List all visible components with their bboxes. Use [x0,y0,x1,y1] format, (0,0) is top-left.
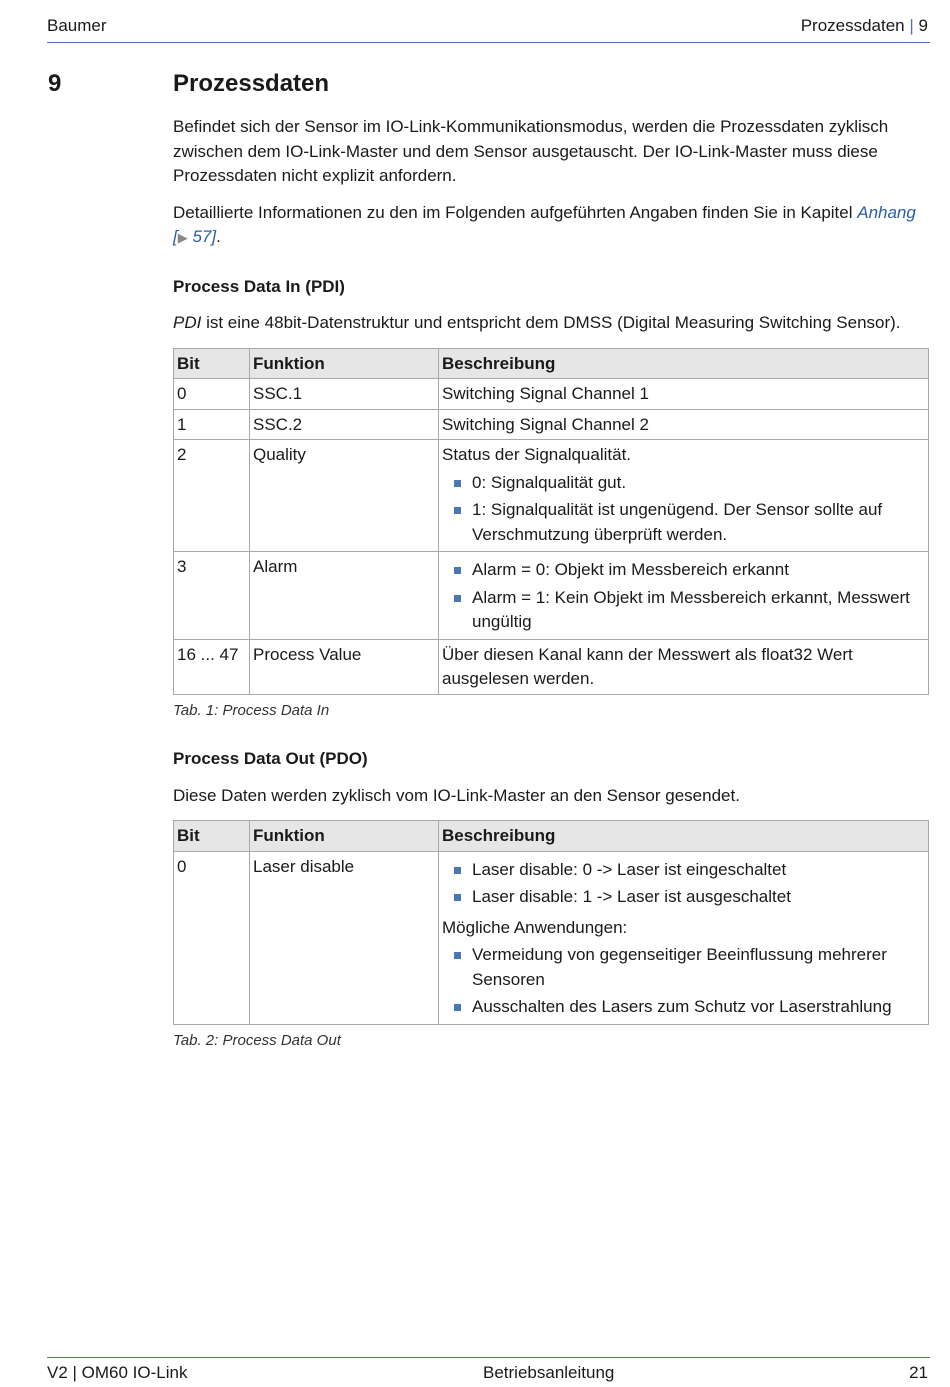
bullet-list [442,471,925,548]
cell-function: SSC.1 [250,379,439,410]
pdo-heading: Process Data Out (PDO) [173,749,368,768]
list-item [442,995,925,1020]
table-row [174,379,929,410]
footer-document-version: V2 | OM60 IO-Link [47,1363,188,1382]
header-section-title: Prozessdaten [800,16,905,35]
list-item-text: Laser disable: 0 -> Laser ist eingeschaltet [472,859,787,879]
cell-bit: 1 [174,409,250,440]
column-header-function: Funktion [250,348,439,379]
list-item [442,858,925,883]
cell-bit: 0 [174,851,250,1024]
list-item-text: Laser disable: 1 -> Laser ist ausgeschaltet [472,887,791,906]
cell-bit: 2 [174,440,250,552]
cell-description: Switching Signal Channel 1 [439,379,929,410]
appendix-link-page: 57] [187,227,217,246]
list-item-text: 1: Signalqualität ist ungenügend. Der Sensor sollte auf Verschmutzung überprüft werden. [472,500,883,544]
header-section [801,16,928,36]
square-bullet-icon [454,595,461,602]
pdi-description [173,311,929,336]
column-header-function: Funktion [250,821,439,852]
table-row [174,851,929,1024]
square-bullet-icon [454,867,461,874]
footer-page-number: 21 [909,1363,928,1382]
cell-description [439,851,929,1024]
cell-bit: 16 ... 47 [174,639,250,694]
pdi-table [173,348,929,695]
pdo-table [173,820,929,1025]
table-row [174,552,929,640]
list-item-text: Alarm = 0: Objekt im Messbereich erkannt [472,560,789,579]
table-header-row [174,348,929,379]
list-item [442,885,925,910]
cell-description: Über diesen Kanal kann der Messwert als float32 Wert ausgelesen werden. [439,639,929,694]
intro-paragraph: Befindet sich der Sensor im IO-Link-Kommunikationsmodus, werden die Prozessdaten zyklisch zwischen dem IO-Link-Master und dem Sensor ausgetauscht. Der IO-Link-Master muss diese Prozessdaten nicht explizit anfordern. [173,117,889,185]
page-arrow-icon: ▶ [177,230,188,245]
column-header-bit: Bit [174,821,250,852]
column-header-description: Beschreibung [439,348,929,379]
list-item [442,943,925,992]
bullet-list [442,558,925,635]
page-footer [47,1357,930,1386]
table-header-row [174,821,929,852]
header-separator: | [909,16,914,35]
reference-text: Detaillierte Informationen zu den im Folgenden aufgeführten Angaben finden Sie in Kapitel [173,202,858,222]
list-item [442,586,925,635]
cell-function: SSC.2 [250,409,439,440]
footer-document-type: Betriebsanleitung [483,1363,615,1382]
square-bullet-icon [454,1004,461,1011]
table-row [174,409,929,440]
cell-function: Quality [250,440,439,552]
cell-function: Process Value [250,639,439,694]
column-header-description: Beschreibung [439,821,929,852]
table-caption: Tab. 1: Process Data In [173,701,330,719]
main-content [173,115,929,1053]
page-header [47,14,930,43]
list-item [442,498,925,547]
list-item-text: Alarm = 1: Kein Objekt im Messbereich erkannt, Messwert ungültig [472,587,910,631]
header-brand: Baumer [47,16,107,35]
cell-function: Alarm [250,552,439,640]
square-bullet-icon [454,894,461,901]
bullet-list [442,858,925,910]
list-item-text: 0: Signalqualität gut. [472,472,627,492]
pdi-term: PDI [173,313,202,332]
pdo-description: Diese Daten werden zyklisch vom IO-Link-Master an den Sensor gesendet. [173,785,740,805]
square-bullet-icon [454,480,461,487]
bullet-list [442,943,925,1020]
chapter-number: 9 [48,70,62,97]
list-item [442,558,925,583]
appendix-link-label: Anhang [ [173,202,916,246]
cell-description: Switching Signal Channel 2 [439,409,929,440]
list-item-text: Ausschalten des Lasers zum Schutz vor Laserstrahlung [472,997,892,1016]
cell-subheading: Mögliche Anwendungen: [442,917,628,937]
table-caption: Tab. 2: Process Data Out [173,1031,341,1049]
reference-paragraph [173,201,929,251]
header-page-number: 9 [918,16,928,35]
square-bullet-icon [454,507,461,514]
cell-description [439,440,929,552]
chapter-title: Prozessdaten [173,70,330,97]
cell-function: Laser disable [250,851,439,1024]
pdi-description-text: ist eine 48bit-Datenstruktur und entspricht dem DMSS (Digital Measuring Switching Sensor). [201,313,901,332]
cell-bit: 0 [174,379,250,410]
column-header-bit: Bit [174,348,250,379]
cell-bit: 3 [174,552,250,640]
table-row [174,639,929,694]
pdi-heading: Process Data In (PDI) [173,276,345,296]
list-item [442,471,925,496]
table-row [174,440,929,552]
square-bullet-icon [454,952,461,959]
cell-description-text: Status der Signalqualität. [442,445,632,464]
square-bullet-icon [454,567,461,574]
list-item-text: Vermeidung von gegenseitiger Beeinflussung mehrerer Sensoren [472,945,887,989]
reference-end: . [216,227,221,246]
cell-description [439,552,929,640]
